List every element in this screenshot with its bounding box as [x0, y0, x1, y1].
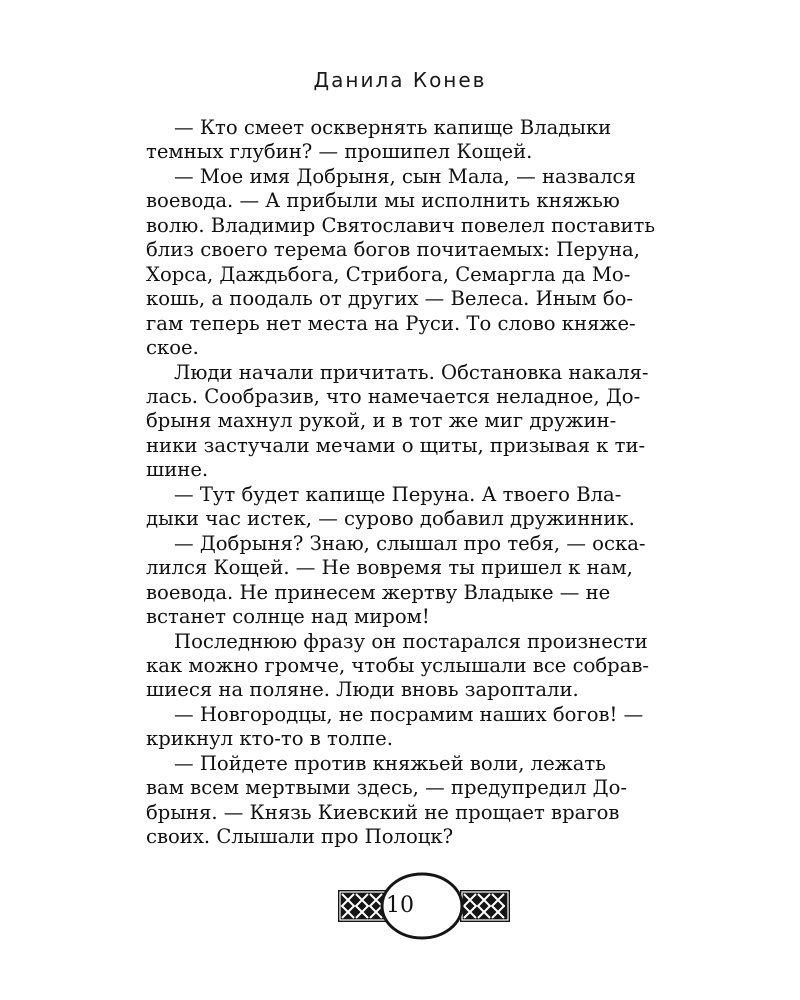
right-knot-ornament-icon [460, 890, 510, 922]
paragraph-6: Последнюю фразу он постарался произнести как можно громче, чтобы услышали все собрав- шиеся на поляне. Люди вновь зароптали. [146, 629, 650, 702]
paragraph-2: — Мое имя Добрыня, сын Мала, — назвался воевода. — А прибыли мы исполнить княжью волю. Владимир Святославич повелел поставить близ своего терема богов почитаемых: Перуна, Хорса, Даждьбога, Стрибога, Семаргла да Мо- кошь, а поодаль от других — Велеса. Иным бо- гам теперь нет места на Руси. То слово княже- ское. [146, 164, 656, 360]
paragraph-1: — Кто смеет осквернять капище Владыки темных глубин? — прошипел Кощей. [146, 116, 612, 164]
body-text [146, 116, 708, 850]
paragraph-5: — Добрыня? Знаю, слышал про тебя, — оска- лился Кощей. — Не вовремя ты пришел к нам, воевода. Не принесем жертву Владыке — не встанет солнце над миром! [146, 531, 646, 629]
paragraph-4: — Тут будет капище Перуна. А твоего Вла- дыки час истек, — сурово добавил дружинник. [146, 482, 635, 531]
paragraph-3: Люди начали причитать. Обстановка накаля- лась. Сообразив, что намечается неладное, До- брыня махнул рукой, и в тот же миг дружин- ники застучали мечами о щиты, призывая к ти- шине. [146, 360, 649, 482]
paragraph-7: — Новгородцы, не посрамим наших богов! — крикнул кто-то в толпе. [146, 702, 644, 751]
running-head-author: Данила Конев [313, 68, 487, 92]
paragraph-8: — Пойдете против княжьей воли, лежать вам всем мертвыми здесь, — предупредил До- брыня. — Князь Киевский не прощает врагов своих. Слышали про Полоцк? [146, 751, 628, 849]
page-number: 10 [386, 893, 414, 918]
